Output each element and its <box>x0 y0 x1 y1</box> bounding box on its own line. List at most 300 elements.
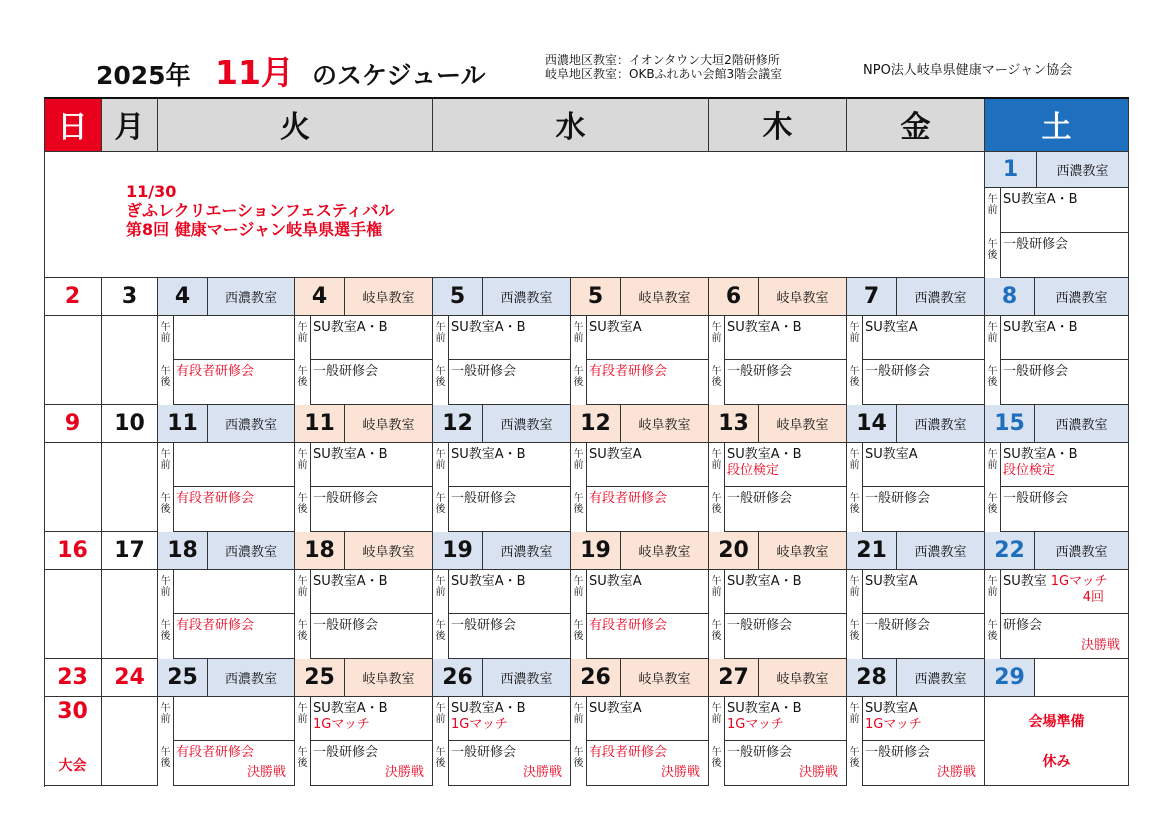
day-number <box>433 532 483 570</box>
class-label-text: 西濃教室 <box>1056 164 1109 179</box>
pm-marker <box>571 360 587 405</box>
pm-char: 午 <box>435 620 446 631</box>
day-number <box>985 152 1037 188</box>
class-label <box>621 405 709 443</box>
pm-marker <box>433 741 449 786</box>
am-marker <box>709 570 725 614</box>
sunday-body <box>44 443 102 532</box>
pm-char: 後 <box>711 504 722 515</box>
pm-marker <box>295 487 311 532</box>
final-match-label: 決勝戦 <box>798 765 838 780</box>
am-text: SU教室A <box>589 574 642 589</box>
day-number <box>295 278 345 316</box>
monday-number-text: 3 <box>121 284 138 309</box>
festival-note: 11/30 <box>126 182 177 201</box>
pm-char: 後 <box>160 377 171 388</box>
am-char: 前 <box>435 333 446 344</box>
am-char: 午 <box>573 449 584 460</box>
pm-char: 後 <box>435 504 446 515</box>
am-slot <box>174 316 295 360</box>
am-marker <box>847 697 863 741</box>
class-label <box>483 532 571 570</box>
day-number-text: 18 <box>167 538 198 563</box>
day-number <box>571 405 621 443</box>
class-label <box>759 278 847 316</box>
am-char: 午 <box>987 194 998 205</box>
pm-marker <box>847 360 863 405</box>
pm-char: 後 <box>297 504 308 515</box>
monday-number <box>102 532 158 570</box>
am-marker <box>985 570 1001 614</box>
pm-slot <box>174 741 295 786</box>
monday-number <box>102 659 158 697</box>
day-number <box>433 405 483 443</box>
pm-char: 午 <box>849 493 860 504</box>
pm-char: 後 <box>987 377 998 388</box>
festival-note: 第8回 健康マージャン岐阜県選手権 <box>126 220 383 239</box>
day-number <box>571 659 621 697</box>
pm-char: 午 <box>297 366 308 377</box>
am-slot <box>311 316 433 360</box>
final-match-label: 決勝戦 <box>936 765 976 780</box>
class-label <box>208 532 295 570</box>
pm-text: 一般研修会 <box>313 618 379 633</box>
day-number <box>571 278 621 316</box>
pm-marker <box>709 614 725 659</box>
am-text: SU教室A <box>865 320 918 335</box>
am-char: 午 <box>849 576 860 587</box>
am-text: SU教室A・B <box>313 320 388 335</box>
day-number <box>985 278 1035 316</box>
class-label <box>345 659 433 697</box>
am-char: 午 <box>711 322 722 333</box>
am-char: 午 <box>435 576 446 587</box>
pm-char: 午 <box>987 493 998 504</box>
location-seino: 西濃地区教室：イオンタウン大垣2階研修所 <box>545 53 780 67</box>
pm-char: 後 <box>849 377 860 388</box>
day-number-text: 4 <box>311 284 328 309</box>
pm-char: 後 <box>573 377 584 388</box>
class-label-text: 西濃教室 <box>914 418 967 433</box>
am-char: 午 <box>297 576 308 587</box>
am-char: 午 <box>297 322 308 333</box>
day-number <box>295 659 345 697</box>
pm-slot <box>1001 360 1129 405</box>
pm-char: 後 <box>987 631 998 642</box>
monday-number <box>102 405 158 443</box>
pm-text: 有段者研修会 <box>176 491 255 506</box>
am-slot <box>1001 188 1129 233</box>
pm-char: 午 <box>160 620 171 631</box>
am-char: 午 <box>160 703 171 714</box>
am-char: 前 <box>297 714 308 725</box>
title-month: 11月 <box>215 53 294 92</box>
pm-marker <box>295 614 311 659</box>
pm-slot <box>174 614 295 659</box>
pm-text: 研修会 <box>1003 618 1043 633</box>
am-note: 1Gマッチ <box>727 717 784 732</box>
day-number-text: 19 <box>442 538 473 563</box>
pm-char: 午 <box>573 620 584 631</box>
pm-char: 後 <box>987 250 998 261</box>
pm-text: 有段者研修会 <box>589 491 668 506</box>
class-label-text: 西濃教室 <box>224 672 277 687</box>
pm-text: 一般研修会 <box>727 364 793 379</box>
pm-marker <box>985 487 1001 532</box>
class-label-text: 西濃教室 <box>224 291 277 306</box>
am-marker <box>709 697 725 741</box>
pm-char: 後 <box>573 631 584 642</box>
am-char: 午 <box>711 576 722 587</box>
am-note: 1Gマッチ <box>313 717 370 732</box>
class-label <box>1035 405 1129 443</box>
am-text: SU教室A <box>589 447 642 462</box>
pm-text: 一般研修会 <box>451 618 517 633</box>
am-text: SU教室A <box>865 447 918 462</box>
am-char: 午 <box>987 576 998 587</box>
am-slot <box>863 570 985 614</box>
pm-char: 午 <box>160 493 171 504</box>
am-marker <box>571 697 587 741</box>
pm-slot <box>587 741 709 786</box>
day-number <box>985 405 1035 443</box>
pm-char: 午 <box>435 366 446 377</box>
class-label-text: 西濃教室 <box>1055 545 1108 560</box>
pm-slot <box>863 741 985 786</box>
sunday-number-text: 23 <box>57 665 88 690</box>
day-number-text: 11 <box>304 411 335 436</box>
pm-char: 後 <box>573 758 584 769</box>
pm-text: 一般研修会 <box>313 364 379 379</box>
am-marker <box>985 188 1001 233</box>
am-note: 1Gマッチ <box>451 717 508 732</box>
class-label-text: 西濃教室 <box>1055 291 1108 306</box>
pm-marker <box>571 741 587 786</box>
am-text: SU教室A・B <box>451 701 526 716</box>
pm-marker <box>433 487 449 532</box>
am-slot <box>725 697 847 741</box>
am-char: 前 <box>849 460 860 471</box>
am-marker <box>847 570 863 614</box>
am-marker <box>571 316 587 360</box>
am-marker <box>295 697 311 741</box>
location-gifu: 岐阜地区教室：OKBふれあい会館3階会議室 <box>545 67 783 81</box>
am-char: 前 <box>987 333 998 344</box>
pm-text: 有段者研修会 <box>589 618 668 633</box>
title-year: 2025年 <box>96 61 191 90</box>
pm-char: 後 <box>160 631 171 642</box>
day-number-text: 5 <box>587 284 604 309</box>
am-marker <box>158 697 174 741</box>
day-number-text: 21 <box>856 538 887 563</box>
pm-char: 午 <box>297 747 308 758</box>
pm-marker <box>985 233 1001 278</box>
day-number-text: 12 <box>580 411 611 436</box>
pm-text: 一般研修会 <box>451 745 517 760</box>
am-marker <box>709 316 725 360</box>
pm-char: 後 <box>573 504 584 515</box>
pm-slot <box>449 741 571 786</box>
am-slot <box>863 443 985 487</box>
class-label <box>1035 278 1129 316</box>
pm-char: 後 <box>711 631 722 642</box>
am-slot <box>174 697 295 741</box>
final-match-label: 決勝戦 <box>660 765 700 780</box>
venue-prep-label: 会場準備 <box>1028 714 1085 730</box>
pm-marker <box>158 614 174 659</box>
page-header <box>0 50 1169 90</box>
class-label <box>621 532 709 570</box>
day-number-text: 7 <box>863 284 880 309</box>
pm-char: 午 <box>160 747 171 758</box>
pm-char: 後 <box>435 758 446 769</box>
day-number-text: 15 <box>994 411 1025 436</box>
pm-char: 後 <box>160 758 171 769</box>
am-char: 前 <box>160 333 171 344</box>
class-label <box>759 659 847 697</box>
am-text: SU教室A・B <box>727 701 802 716</box>
saturday-29-body <box>985 697 1129 786</box>
am-char: 前 <box>435 714 446 725</box>
pm-slot <box>587 614 709 659</box>
class-label-empty <box>1035 659 1129 697</box>
pm-text: 一般研修会 <box>313 491 379 506</box>
class-label-text: 岐阜教室 <box>776 291 829 306</box>
day-number <box>709 532 759 570</box>
festival-note: ぎふレクリエーションフェスティバル <box>126 201 395 220</box>
class-label-text: 岐阜教室 <box>638 291 691 306</box>
class-label-text: 西濃教室 <box>914 545 967 560</box>
am-slot <box>863 316 985 360</box>
dow-label: 火 <box>280 110 310 145</box>
pm-char: 午 <box>160 366 171 377</box>
class-label-text: 西濃教室 <box>500 418 553 433</box>
am-note: 段位検定 <box>1003 463 1056 478</box>
class-label <box>1035 532 1129 570</box>
am-text: SU教室A・B <box>727 574 802 589</box>
am-slot <box>863 697 985 741</box>
pm-slot <box>449 614 571 659</box>
day-number-text: 27 <box>718 665 749 690</box>
class-label <box>345 405 433 443</box>
am-char: 午 <box>711 703 722 714</box>
am-marker <box>295 316 311 360</box>
am-text: SU教室A・B <box>451 320 526 335</box>
class-label-text: 岐阜教室 <box>638 418 691 433</box>
pm-char: 後 <box>297 377 308 388</box>
pm-text: 一般研修会 <box>451 364 517 379</box>
am-slot <box>449 443 571 487</box>
am-extra-text: 1Gマッチ <box>1050 574 1108 589</box>
pm-slot <box>449 360 571 405</box>
am-slot <box>311 697 433 741</box>
am-char: 前 <box>711 587 722 598</box>
pm-marker <box>847 614 863 659</box>
am-text: SU教室A・B <box>1003 192 1078 207</box>
pm-slot <box>311 360 433 405</box>
pm-text: 有段者研修会 <box>589 364 668 379</box>
dow-label: 金 <box>900 110 931 145</box>
am-text: SU教室A・B <box>727 447 802 462</box>
pm-marker <box>709 360 725 405</box>
day-number-text: 19 <box>580 538 611 563</box>
class-label <box>897 532 985 570</box>
pm-marker <box>709 487 725 532</box>
am-slot <box>1001 570 1129 614</box>
day-number <box>158 278 208 316</box>
day-number <box>295 532 345 570</box>
am-char: 前 <box>160 587 171 598</box>
class-label <box>483 405 571 443</box>
am-marker <box>433 697 449 741</box>
pm-text: 一般研修会 <box>451 491 517 506</box>
pm-char: 後 <box>435 631 446 642</box>
sunday-body <box>44 570 102 659</box>
location-info <box>545 53 782 81</box>
class-label <box>1037 152 1129 188</box>
am-char: 午 <box>987 322 998 333</box>
day-number-text: 25 <box>304 665 335 690</box>
pm-char: 午 <box>573 747 584 758</box>
tournament-label: 大会 <box>58 758 87 774</box>
day-number <box>571 532 621 570</box>
holiday-label: 休み <box>1042 754 1071 770</box>
class-label <box>208 405 295 443</box>
day-number <box>158 659 208 697</box>
am-char: 午 <box>297 449 308 460</box>
pm-slot <box>174 360 295 405</box>
pm-text: 一般研修会 <box>727 491 793 506</box>
pm-slot <box>725 741 847 786</box>
am-char: 前 <box>711 714 722 725</box>
am-char: 午 <box>573 703 584 714</box>
am-slot <box>725 443 847 487</box>
am-char: 前 <box>987 587 998 598</box>
class-label <box>621 659 709 697</box>
am-slot <box>449 570 571 614</box>
pm-char: 午 <box>987 366 998 377</box>
sunday-body <box>44 316 102 405</box>
sunday-number-text: 2 <box>64 284 81 309</box>
am-slot <box>311 570 433 614</box>
pm-slot <box>174 487 295 532</box>
am-char: 前 <box>573 333 584 344</box>
pm-char: 午 <box>711 366 722 377</box>
pm-char: 午 <box>849 366 860 377</box>
pm-text: 一般研修会 <box>727 745 793 760</box>
pm-marker <box>295 360 311 405</box>
pm-text: 一般研修会 <box>865 618 931 633</box>
pm-char: 午 <box>849 620 860 631</box>
am-char: 午 <box>160 322 171 333</box>
pm-text: 一般研修会 <box>865 491 931 506</box>
am-char: 午 <box>435 322 446 333</box>
dow-label: 木 <box>762 110 793 145</box>
pm-slot <box>1001 487 1129 532</box>
day-number <box>158 532 208 570</box>
am-char: 午 <box>573 322 584 333</box>
pm-char: 後 <box>849 758 860 769</box>
am-marker <box>847 443 863 487</box>
pm-marker <box>709 741 725 786</box>
class-label <box>345 532 433 570</box>
class-label-text: 西濃教室 <box>500 291 553 306</box>
class-label <box>897 405 985 443</box>
am-char: 前 <box>160 460 171 471</box>
class-label <box>897 278 985 316</box>
class-label-text: 岐阜教室 <box>362 291 415 306</box>
day-number-text: 11 <box>167 411 198 436</box>
day-number-text: 8 <box>1001 284 1018 309</box>
pm-text: 一般研修会 <box>313 745 379 760</box>
am-marker <box>295 570 311 614</box>
day-number <box>295 405 345 443</box>
pm-marker <box>847 487 863 532</box>
dow-header-4 <box>709 97 847 152</box>
pm-slot <box>1001 614 1129 659</box>
class-label-text: 岐阜教室 <box>776 672 829 687</box>
am-char: 前 <box>297 333 308 344</box>
pm-slot <box>863 360 985 405</box>
am-slot <box>1001 443 1129 487</box>
pm-marker <box>985 360 1001 405</box>
pm-marker <box>571 487 587 532</box>
pm-marker <box>433 614 449 659</box>
class-label <box>621 278 709 316</box>
pm-text: 有段者研修会 <box>589 745 668 760</box>
class-label-text: 岐阜教室 <box>362 672 415 687</box>
am-text: SU教室A・B <box>1003 320 1078 335</box>
pm-char: 後 <box>711 758 722 769</box>
am-char: 前 <box>573 714 584 725</box>
class-label-text: 西濃教室 <box>1055 418 1108 433</box>
am-text: SU教室 <box>1003 574 1047 589</box>
title-suffix: のスケジュール <box>312 61 486 90</box>
am-text: SU教室A・B <box>451 447 526 462</box>
pm-char: 午 <box>573 366 584 377</box>
am-char: 午 <box>849 449 860 460</box>
pm-text: 有段者研修会 <box>176 618 255 633</box>
day-number-text: 4 <box>174 284 191 309</box>
pm-char: 午 <box>297 493 308 504</box>
am-marker <box>158 570 174 614</box>
am-char: 前 <box>711 333 722 344</box>
day-number-text: 25 <box>167 665 198 690</box>
am-char: 前 <box>573 587 584 598</box>
day-number <box>709 405 759 443</box>
pm-slot <box>863 487 985 532</box>
am-char: 午 <box>435 703 446 714</box>
pm-char: 後 <box>711 377 722 388</box>
pm-char: 午 <box>711 493 722 504</box>
am-marker <box>847 316 863 360</box>
pm-slot <box>725 487 847 532</box>
am-marker <box>709 443 725 487</box>
sunday-number <box>44 532 102 570</box>
am-char: 午 <box>160 449 171 460</box>
day-number-text: 13 <box>718 411 749 436</box>
class-label-text: 西濃教室 <box>914 672 967 687</box>
pm-marker <box>571 614 587 659</box>
dow-header-0 <box>44 97 102 152</box>
day-number-text: 29 <box>994 665 1025 690</box>
final-match-label: 決勝戦 <box>384 765 424 780</box>
final-match-label: 決勝戦 <box>246 765 286 780</box>
am-slot <box>1001 316 1129 360</box>
am-text: SU教室A <box>865 574 918 589</box>
pm-char: 午 <box>987 620 998 631</box>
class-label <box>483 278 571 316</box>
